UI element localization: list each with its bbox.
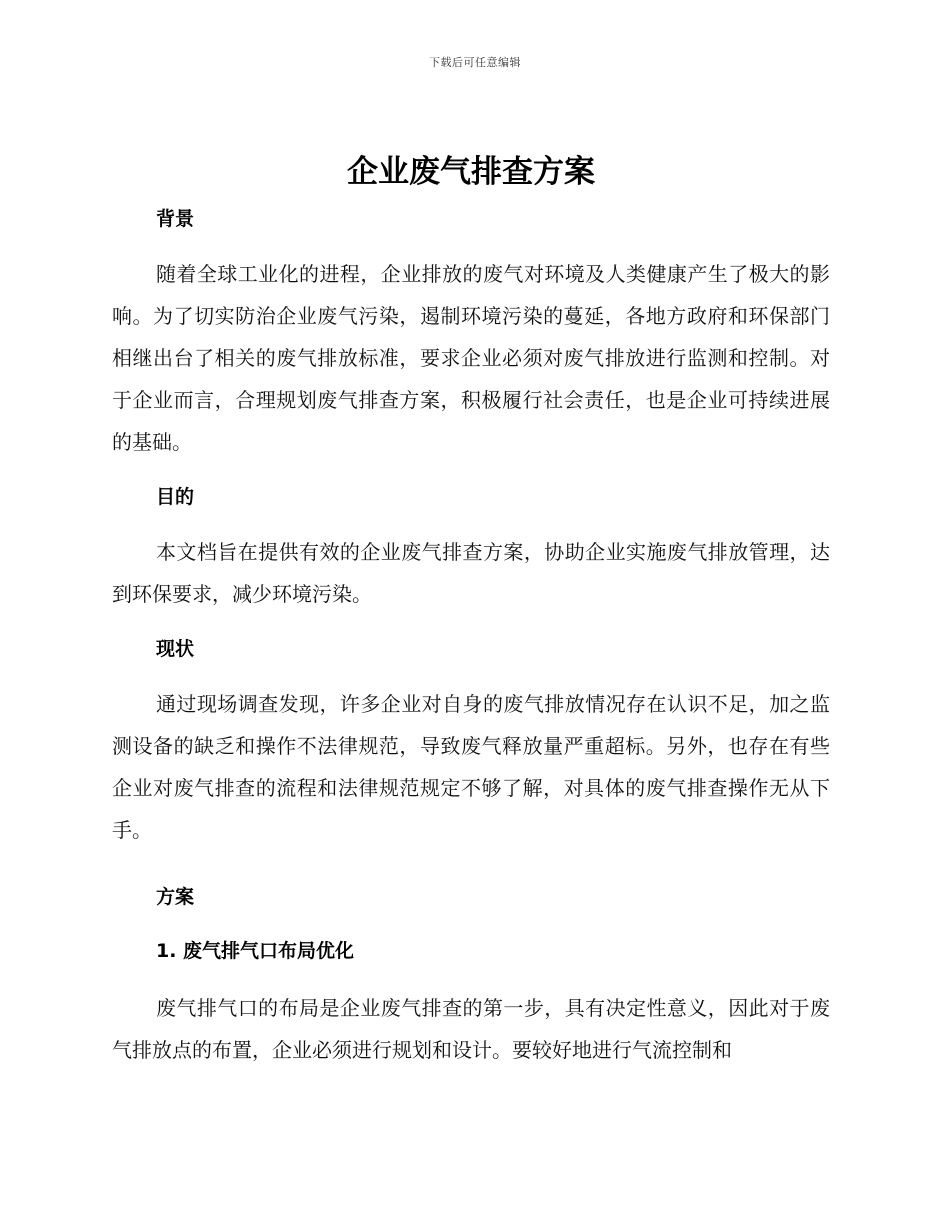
document-title: 企业废气排查方案 xyxy=(347,154,595,190)
paragraph-exhaust-outlet-layout: 废气排气口的布局是企业废气排查的第一步，具有决定性意义，因此对于废气排放点的布置，企业必须进行规划和设计。要较好地进行气流控制和 xyxy=(112,996,830,1062)
section-heading-plan: 方案 xyxy=(156,886,195,908)
page-header: 下载后可任意编辑 xyxy=(429,56,521,69)
subsection-exhaust-outlet-layout xyxy=(112,937,830,1071)
paragraph-purpose: 本文档旨在提供有效的企业废气排查方案，协助企业实施废气排放管理，达到环保要求，减少环境污染。 xyxy=(112,540,830,606)
section-purpose xyxy=(112,483,830,615)
paragraph-background: 随着全球工业化的进程，企业排放的废气对环境及人类健康产生了极大的影响。为了切实防治企业废气污染，遏制环境污染的蔓延，各地方政府和环保部门相继出台了相关的废气排放标准，要求企业必须对废气排放进行监测和控制。对于企业而言，合理规划废气排查方案，积极履行社会责任，也是企业可持续进展的基础。 xyxy=(112,262,830,454)
section-background xyxy=(112,205,830,463)
subsection-heading-exhaust-outlet-layout: 1. 废气排气口布局优化 xyxy=(156,940,355,962)
section-status xyxy=(112,635,830,851)
section-heading-background: 背景 xyxy=(156,208,195,230)
section-heading-purpose: 目的 xyxy=(156,486,195,508)
section-plan xyxy=(112,883,830,1071)
paragraph-status: 通过现场调查发现，许多企业对自身的废气排放情况存在认识不足，加之监测设备的缺乏和操作不法律规范，导致废气释放量严重超标。另外，也存在有些企业对废气排查的流程和法律规范规定不够了解，对具体的废气排查操作无从下手。 xyxy=(112,692,830,842)
document-body xyxy=(112,148,830,1071)
section-heading-status: 现状 xyxy=(156,638,195,660)
